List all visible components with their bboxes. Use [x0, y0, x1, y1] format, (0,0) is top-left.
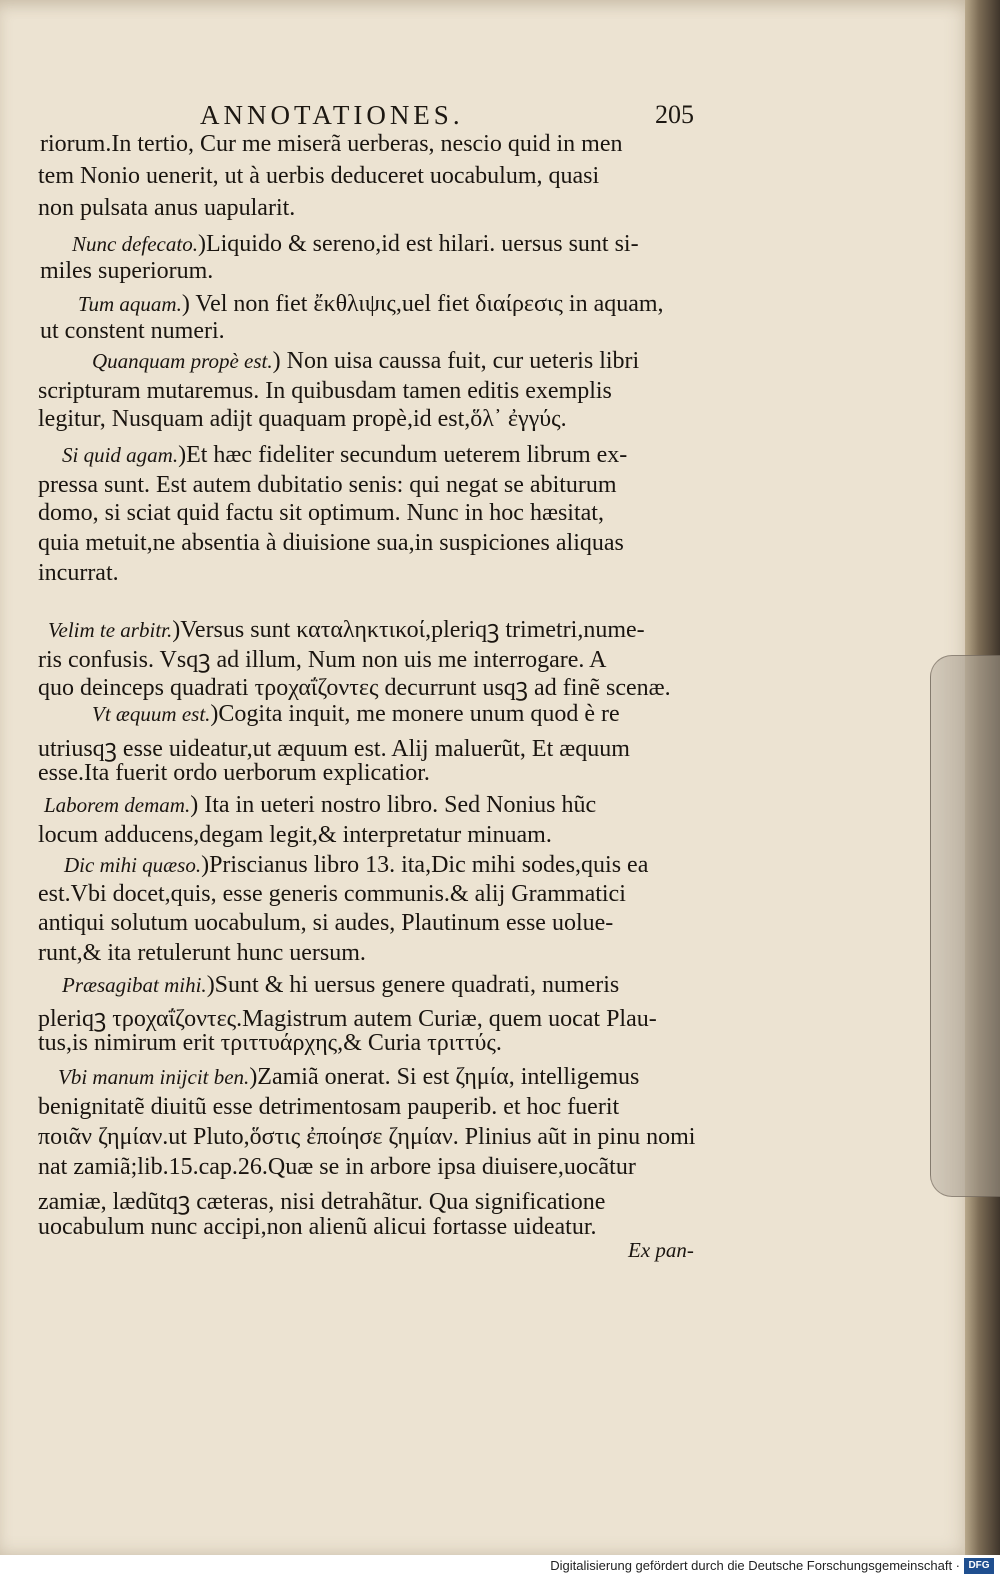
text-line — [38, 163, 599, 190]
lemma: Præsagibat mihi. — [62, 973, 207, 997]
text-line — [38, 560, 119, 587]
lemma: Tum aquam. — [78, 292, 182, 316]
line-text: est.Vbi docet,quis, esse generis communis.& alij Grammatici — [38, 881, 626, 907]
text-line — [38, 1094, 619, 1121]
lemma: Dic mihi quæso. — [64, 853, 202, 877]
lemma: Quanquam propè est. — [92, 349, 273, 373]
line-text: )Et hæc fideliter secundum ueterem librum ex- — [178, 442, 628, 468]
line-text: utriusqꝫ esse uideatur,ut æquum est. Alij maluerũt, Et æquum — [38, 736, 630, 762]
text-line — [58, 1064, 639, 1091]
running-title: ANNOTATIONES. — [200, 100, 464, 130]
text-line — [40, 258, 213, 285]
lemma: Velim te arbitr. — [48, 618, 173, 642]
text-line — [38, 822, 552, 849]
text-line — [38, 881, 626, 908]
line-text: benignitatẽ diuitũ esse detrimentosam pauperib. et hoc fuerit — [38, 1094, 620, 1120]
text-line — [44, 792, 596, 819]
line-text: runt,& ita retulerunt hunc uersum. — [38, 940, 366, 966]
line-text: uocabulum nunc accipi,non alienũ alicui fortasse uideatur. — [38, 1214, 597, 1240]
text-line — [38, 1030, 502, 1057]
text-line — [72, 231, 639, 258]
text-line — [38, 472, 617, 499]
line-text: )Liquido & sereno,id est hilari. uersus sunt si- — [197, 231, 639, 257]
line-text: miles superiorum. — [40, 258, 214, 284]
text-line — [38, 530, 624, 557]
line-text: domo, si sciat quid factu sit optimum. Nunc in hoc hæsitat, — [38, 500, 604, 526]
text-line — [40, 318, 225, 345]
text-line — [62, 972, 619, 999]
footer-bar — [0, 1555, 1000, 1577]
line-text: antiqui solutum uocabulum, si audes, Plautinum esse uolue- — [38, 910, 614, 936]
lemma: Laborem demam. — [44, 793, 191, 817]
text-line — [38, 1214, 596, 1241]
line-text: quia metuit,ne absentia à diuisione sua,in suspiciones aliquas — [38, 530, 624, 556]
line-text: ) Vel non fiet ἔκθλιψις,uel fiet διαίρεσις in aquam, — [181, 291, 664, 317]
line-text: locum adducens,degam legit,& interpretatur minuam. — [38, 822, 552, 848]
text-line — [38, 406, 567, 433]
line-text: tem Nonio uenerit, ut à uerbis deduceret uocabulum, quasi — [38, 163, 600, 189]
text-line — [38, 940, 366, 967]
text-line — [78, 291, 664, 318]
line-text: riorum.In tertio, Cur me miserã uerberas, nescio quid in men — [40, 131, 623, 157]
text-line — [38, 1154, 636, 1181]
line-text: quo deinceps quadrati τροχαΐζοντες decurrunt usqꝫ ad finẽ scenæ. — [38, 675, 671, 701]
lemma: Si quid agam. — [62, 443, 179, 467]
page-number: 205 — [655, 100, 694, 129]
line-text: pressa sunt. Est autem dubitatio senis: qui negat se abiturum — [38, 472, 617, 498]
lemma: Nunc defecato. — [72, 232, 198, 256]
line-text: ) Ita in ueteri nostro libro. Sed Nonius hũc — [190, 792, 597, 818]
text-line — [40, 131, 623, 158]
text-line — [38, 1124, 695, 1151]
line-text: non pulsata anus uapularit. — [38, 195, 296, 221]
line-text: pleriqꝫ τροχαΐζοντες.Magistrum autem Curiæ, quem uocat Plau- — [38, 1006, 657, 1032]
line-text: scripturam mutaremus. In quibusdam tamen editis exemplis — [38, 378, 612, 404]
line-text: )Priscianus libro 13. ita,Dic mihi sodes,quis ea — [201, 852, 649, 878]
line-text: esse.Ita fuerit ordo uerborum explicatior. — [38, 760, 430, 786]
funding-notice: Digitalisierung gefördert durch die Deutsche Forschungsgemeinschaft · — [550, 1558, 960, 1573]
line-text: ποιᾶν ζημίαν.ut Pluto,ὅστις ἐποίησε ζημίαν. Plinius aũt in pinu nomi — [38, 1124, 696, 1150]
text-line — [38, 195, 295, 222]
text-line — [92, 348, 639, 375]
text-line — [48, 612, 645, 645]
line-text: ut constent numeri. — [40, 318, 225, 344]
text-line — [38, 670, 671, 703]
catchword: Ex pan- — [628, 1238, 694, 1262]
line-text: ris confusis. Vsqꝫ ad illum, Num non uis me interrogare. A — [38, 647, 607, 673]
line-text: zamiæ, lædũtqꝫ cæteras, nisi detrahãtur. Qua significatione — [38, 1189, 606, 1215]
text-line — [38, 1184, 605, 1217]
text-line — [38, 378, 612, 405]
text-line — [62, 442, 627, 469]
text-line — [38, 910, 613, 937]
line-text: nat zamiã;lib.15.cap.26.Quæ se in arbore ipsa diuisere,uocãtur — [38, 1154, 636, 1180]
line-text: )Sunt & hi uersus genere quadrati, numeris — [206, 972, 620, 998]
page-clip — [930, 655, 1000, 1197]
line-text: )Zamiã onerat. Si est ζημία, intelligemus — [249, 1064, 640, 1090]
text-line — [92, 701, 620, 728]
lemma: Vt æquum est. — [92, 702, 211, 726]
text-line — [38, 500, 604, 527]
line-text: incurrat. — [38, 560, 119, 586]
line-text: )Versus sunt καταληκτικοί,pleriqꝫ trimetri,nume- — [172, 617, 645, 643]
text-line — [64, 852, 648, 879]
lemma: Vbi manum inijcit ben. — [58, 1065, 250, 1089]
line-text: )Cogita inquit, me monere unum quod è re — [210, 701, 620, 727]
line-text: tus,is nimirum erit τριττυάρχης,& Curia τριττύς. — [38, 1030, 502, 1056]
dfg-logo: DFG — [964, 1558, 994, 1574]
line-text: legitur, Nusquam adijt quaquam propè,id est,ὅλ᾽ ἐγγύς. — [38, 406, 567, 432]
text-line — [38, 760, 430, 787]
line-text: ) Non uisa caussa fuit, cur ueteris libri — [272, 348, 640, 374]
